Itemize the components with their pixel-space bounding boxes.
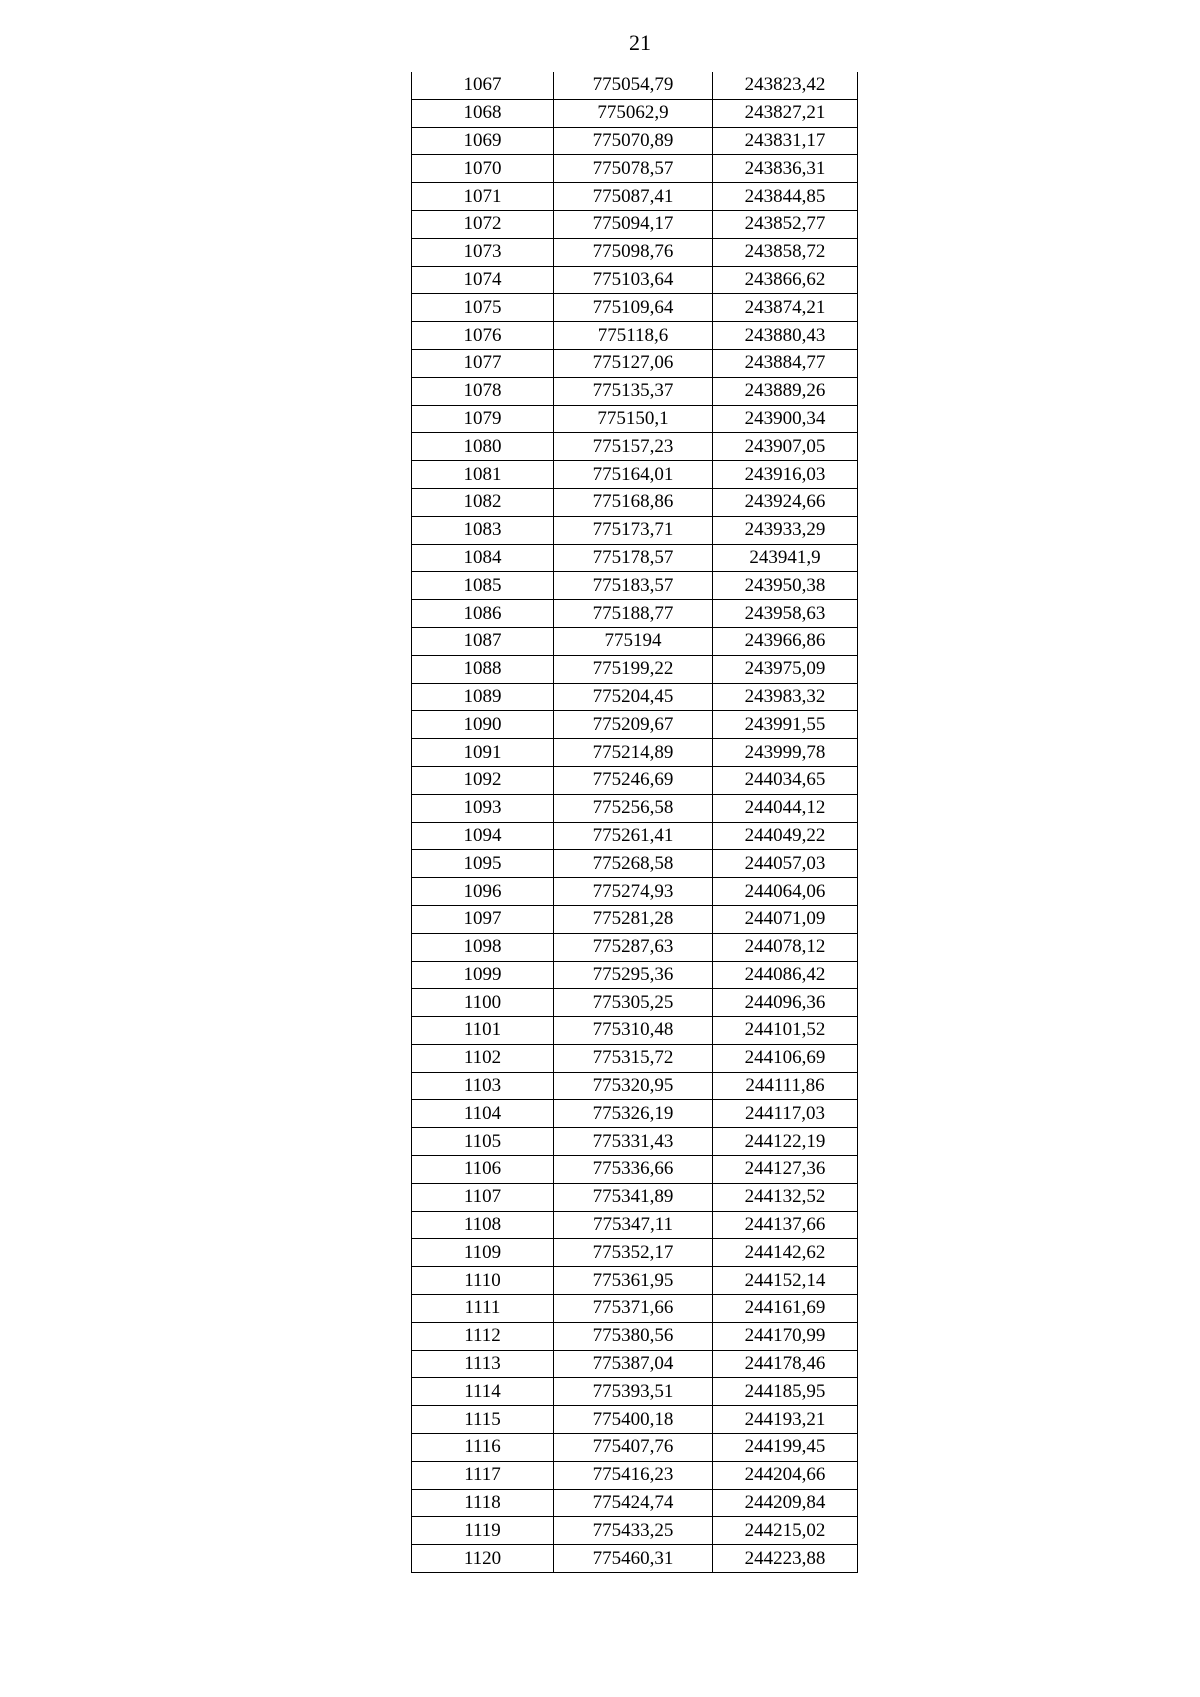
table-row — [412, 99, 858, 127]
table-row — [412, 905, 858, 933]
y-coordinate-cell: 243916,03 — [713, 461, 858, 489]
y-coordinate-cell: 244170,99 — [713, 1322, 858, 1350]
table-row — [412, 1017, 858, 1045]
table-row — [412, 711, 858, 739]
point-number-cell: 1102 — [412, 1044, 554, 1072]
x-coordinate-cell: 775070,89 — [554, 127, 713, 155]
y-coordinate-cell: 244034,65 — [713, 766, 858, 794]
x-coordinate-cell: 775173,71 — [554, 516, 713, 544]
point-number-cell: 1095 — [412, 850, 554, 878]
x-coordinate-cell: 775433,25 — [554, 1517, 713, 1545]
point-number-cell: 1113 — [412, 1350, 554, 1378]
table-row — [412, 1100, 858, 1128]
table-row — [412, 1461, 858, 1489]
table-row — [412, 933, 858, 961]
y-coordinate-cell: 244101,52 — [713, 1017, 858, 1045]
y-coordinate-cell: 244064,06 — [713, 878, 858, 906]
table-row — [412, 155, 858, 183]
x-coordinate-cell: 775188,77 — [554, 600, 713, 628]
table-row — [412, 266, 858, 294]
y-coordinate-cell: 243900,34 — [713, 405, 858, 433]
point-number-cell: 1104 — [412, 1100, 554, 1128]
point-number-cell: 1111 — [412, 1295, 554, 1323]
x-coordinate-cell: 775268,58 — [554, 850, 713, 878]
x-coordinate-cell: 775204,45 — [554, 683, 713, 711]
table-row — [412, 238, 858, 266]
y-coordinate-cell: 243836,31 — [713, 155, 858, 183]
x-coordinate-cell: 775054,79 — [554, 72, 713, 99]
point-number-cell: 1117 — [412, 1461, 554, 1489]
x-coordinate-cell: 775098,76 — [554, 238, 713, 266]
y-coordinate-cell: 244215,02 — [713, 1517, 858, 1545]
table-row — [412, 961, 858, 989]
table-row — [412, 1545, 858, 1573]
point-number-cell: 1085 — [412, 572, 554, 600]
y-coordinate-cell: 243991,55 — [713, 711, 858, 739]
table-row — [412, 627, 858, 655]
x-coordinate-cell: 775178,57 — [554, 544, 713, 572]
table-row — [412, 1434, 858, 1462]
point-number-cell: 1067 — [412, 72, 554, 99]
y-coordinate-cell: 243858,72 — [713, 238, 858, 266]
point-number-cell: 1091 — [412, 739, 554, 767]
x-coordinate-cell: 775341,89 — [554, 1183, 713, 1211]
point-number-cell: 1068 — [412, 99, 554, 127]
y-coordinate-cell: 243975,09 — [713, 655, 858, 683]
y-coordinate-cell: 243889,26 — [713, 377, 858, 405]
x-coordinate-cell: 775168,86 — [554, 488, 713, 516]
coordinates-table-container — [411, 72, 858, 1573]
y-coordinate-cell: 243924,66 — [713, 488, 858, 516]
table-row — [412, 1239, 858, 1267]
y-coordinate-cell: 244096,36 — [713, 989, 858, 1017]
point-number-cell: 1112 — [412, 1322, 554, 1350]
point-number-cell: 1076 — [412, 322, 554, 350]
y-coordinate-cell: 243907,05 — [713, 433, 858, 461]
point-number-cell: 1077 — [412, 349, 554, 377]
y-coordinate-cell: 243884,77 — [713, 349, 858, 377]
table-row — [412, 1267, 858, 1295]
y-coordinate-cell: 243844,85 — [713, 183, 858, 211]
x-coordinate-cell: 775246,69 — [554, 766, 713, 794]
table-row — [412, 127, 858, 155]
x-coordinate-cell: 775127,06 — [554, 349, 713, 377]
point-number-cell: 1115 — [412, 1406, 554, 1434]
y-coordinate-cell: 244178,46 — [713, 1350, 858, 1378]
x-coordinate-cell: 775331,43 — [554, 1128, 713, 1156]
x-coordinate-cell: 775109,64 — [554, 294, 713, 322]
point-number-cell: 1090 — [412, 711, 554, 739]
y-coordinate-cell: 244111,86 — [713, 1072, 858, 1100]
x-coordinate-cell: 775295,36 — [554, 961, 713, 989]
x-coordinate-cell: 775416,23 — [554, 1461, 713, 1489]
table-row — [412, 1156, 858, 1184]
point-number-cell: 1070 — [412, 155, 554, 183]
x-coordinate-cell: 775256,58 — [554, 794, 713, 822]
x-coordinate-cell: 775326,19 — [554, 1100, 713, 1128]
y-coordinate-cell: 244142,62 — [713, 1239, 858, 1267]
table-row — [412, 488, 858, 516]
y-coordinate-cell: 244122,19 — [713, 1128, 858, 1156]
y-coordinate-cell: 243966,86 — [713, 627, 858, 655]
point-number-cell: 1106 — [412, 1156, 554, 1184]
point-number-cell: 1097 — [412, 905, 554, 933]
point-number-cell: 1096 — [412, 878, 554, 906]
y-coordinate-cell: 243983,32 — [713, 683, 858, 711]
table-row — [412, 739, 858, 767]
y-coordinate-cell: 243880,43 — [713, 322, 858, 350]
x-coordinate-cell: 775118,6 — [554, 322, 713, 350]
y-coordinate-cell: 244044,12 — [713, 794, 858, 822]
y-coordinate-cell: 244127,36 — [713, 1156, 858, 1184]
table-row — [412, 572, 858, 600]
y-coordinate-cell: 243941,9 — [713, 544, 858, 572]
x-coordinate-cell: 775347,11 — [554, 1211, 713, 1239]
x-coordinate-cell: 775387,04 — [554, 1350, 713, 1378]
point-number-cell: 1092 — [412, 766, 554, 794]
point-number-cell: 1119 — [412, 1517, 554, 1545]
table-row — [412, 1322, 858, 1350]
table-row — [412, 1211, 858, 1239]
y-coordinate-cell: 243950,38 — [713, 572, 858, 600]
table-row — [412, 461, 858, 489]
point-number-cell: 1116 — [412, 1434, 554, 1462]
x-coordinate-cell: 775261,41 — [554, 822, 713, 850]
x-coordinate-cell: 775336,66 — [554, 1156, 713, 1184]
table-row — [412, 655, 858, 683]
coordinates-table — [411, 72, 858, 1573]
x-coordinate-cell: 775157,23 — [554, 433, 713, 461]
y-coordinate-cell: 244152,14 — [713, 1267, 858, 1295]
point-number-cell: 1071 — [412, 183, 554, 211]
table-row — [412, 183, 858, 211]
x-coordinate-cell: 775194 — [554, 627, 713, 655]
y-coordinate-cell: 243999,78 — [713, 739, 858, 767]
table-row — [412, 72, 858, 99]
point-number-cell: 1082 — [412, 488, 554, 516]
page-number: 21 — [629, 30, 651, 55]
y-coordinate-cell: 243958,63 — [713, 600, 858, 628]
table-row — [412, 433, 858, 461]
y-coordinate-cell: 244193,21 — [713, 1406, 858, 1434]
point-number-cell: 1103 — [412, 1072, 554, 1100]
table-row — [412, 1378, 858, 1406]
y-coordinate-cell: 244117,03 — [713, 1100, 858, 1128]
x-coordinate-cell: 775460,31 — [554, 1545, 713, 1573]
x-coordinate-cell: 775371,66 — [554, 1295, 713, 1323]
y-coordinate-cell: 244204,66 — [713, 1461, 858, 1489]
y-coordinate-cell: 244086,42 — [713, 961, 858, 989]
point-number-cell: 1078 — [412, 377, 554, 405]
point-number-cell: 1073 — [412, 238, 554, 266]
point-number-cell: 1084 — [412, 544, 554, 572]
point-number-cell: 1080 — [412, 433, 554, 461]
table-row — [412, 989, 858, 1017]
x-coordinate-cell: 775199,22 — [554, 655, 713, 683]
x-coordinate-cell: 775380,56 — [554, 1322, 713, 1350]
x-coordinate-cell: 775164,01 — [554, 461, 713, 489]
table-row — [412, 1183, 858, 1211]
x-coordinate-cell: 775150,1 — [554, 405, 713, 433]
table-row — [412, 349, 858, 377]
y-coordinate-cell: 243933,29 — [713, 516, 858, 544]
table-row — [412, 1295, 858, 1323]
point-number-cell: 1075 — [412, 294, 554, 322]
table-row — [412, 377, 858, 405]
point-number-cell: 1098 — [412, 933, 554, 961]
table-row — [412, 1128, 858, 1156]
x-coordinate-cell: 775393,51 — [554, 1378, 713, 1406]
point-number-cell: 1099 — [412, 961, 554, 989]
point-number-cell: 1072 — [412, 210, 554, 238]
point-number-cell: 1109 — [412, 1239, 554, 1267]
point-number-cell: 1081 — [412, 461, 554, 489]
table-row — [412, 1072, 858, 1100]
point-number-cell: 1101 — [412, 1017, 554, 1045]
table-row — [412, 405, 858, 433]
table-row — [412, 210, 858, 238]
coordinates-table-body — [412, 72, 858, 1573]
y-coordinate-cell: 243831,17 — [713, 127, 858, 155]
x-coordinate-cell: 775062,9 — [554, 99, 713, 127]
table-row — [412, 1517, 858, 1545]
y-coordinate-cell: 243827,21 — [713, 99, 858, 127]
y-coordinate-cell: 244137,66 — [713, 1211, 858, 1239]
table-row — [412, 683, 858, 711]
x-coordinate-cell: 775361,95 — [554, 1267, 713, 1295]
point-number-cell: 1108 — [412, 1211, 554, 1239]
x-coordinate-cell: 775078,57 — [554, 155, 713, 183]
x-coordinate-cell: 775305,25 — [554, 989, 713, 1017]
point-number-cell: 1100 — [412, 989, 554, 1017]
y-coordinate-cell: 244071,09 — [713, 905, 858, 933]
x-coordinate-cell: 775274,93 — [554, 878, 713, 906]
point-number-cell: 1093 — [412, 794, 554, 822]
point-number-cell: 1087 — [412, 627, 554, 655]
x-coordinate-cell: 775320,95 — [554, 1072, 713, 1100]
point-number-cell: 1120 — [412, 1545, 554, 1573]
x-coordinate-cell: 775287,63 — [554, 933, 713, 961]
x-coordinate-cell: 775209,67 — [554, 711, 713, 739]
x-coordinate-cell: 775315,72 — [554, 1044, 713, 1072]
x-coordinate-cell: 775087,41 — [554, 183, 713, 211]
table-row — [412, 1489, 858, 1517]
y-coordinate-cell: 244161,69 — [713, 1295, 858, 1323]
point-number-cell: 1114 — [412, 1378, 554, 1406]
point-number-cell: 1086 — [412, 600, 554, 628]
y-coordinate-cell: 244078,12 — [713, 933, 858, 961]
y-coordinate-cell: 244057,03 — [713, 850, 858, 878]
table-row — [412, 544, 858, 572]
table-row — [412, 1406, 858, 1434]
x-coordinate-cell: 775352,17 — [554, 1239, 713, 1267]
y-coordinate-cell: 243823,42 — [713, 72, 858, 99]
x-coordinate-cell: 775094,17 — [554, 210, 713, 238]
point-number-cell: 1089 — [412, 683, 554, 711]
x-coordinate-cell: 775281,28 — [554, 905, 713, 933]
x-coordinate-cell: 775135,37 — [554, 377, 713, 405]
x-coordinate-cell: 775214,89 — [554, 739, 713, 767]
table-row — [412, 1044, 858, 1072]
y-coordinate-cell: 244223,88 — [713, 1545, 858, 1573]
table-row — [412, 516, 858, 544]
y-coordinate-cell: 244049,22 — [713, 822, 858, 850]
table-row — [412, 794, 858, 822]
point-number-cell: 1105 — [412, 1128, 554, 1156]
point-number-cell: 1088 — [412, 655, 554, 683]
x-coordinate-cell: 775400,18 — [554, 1406, 713, 1434]
point-number-cell: 1069 — [412, 127, 554, 155]
point-number-cell: 1074 — [412, 266, 554, 294]
y-coordinate-cell: 243874,21 — [713, 294, 858, 322]
y-coordinate-cell: 244209,84 — [713, 1489, 858, 1517]
table-row — [412, 294, 858, 322]
y-coordinate-cell: 244185,95 — [713, 1378, 858, 1406]
table-row — [412, 1350, 858, 1378]
point-number-cell: 1118 — [412, 1489, 554, 1517]
y-coordinate-cell: 243852,77 — [713, 210, 858, 238]
x-coordinate-cell: 775183,57 — [554, 572, 713, 600]
point-number-cell: 1107 — [412, 1183, 554, 1211]
table-row — [412, 322, 858, 350]
point-number-cell: 1083 — [412, 516, 554, 544]
y-coordinate-cell: 244132,52 — [713, 1183, 858, 1211]
table-row — [412, 766, 858, 794]
point-number-cell: 1110 — [412, 1267, 554, 1295]
y-coordinate-cell: 243866,62 — [713, 266, 858, 294]
table-row — [412, 850, 858, 878]
x-coordinate-cell: 775407,76 — [554, 1434, 713, 1462]
point-number-cell: 1079 — [412, 405, 554, 433]
y-coordinate-cell: 244199,45 — [713, 1434, 858, 1462]
x-coordinate-cell: 775310,48 — [554, 1017, 713, 1045]
x-coordinate-cell: 775424,74 — [554, 1489, 713, 1517]
point-number-cell: 1094 — [412, 822, 554, 850]
table-row — [412, 878, 858, 906]
table-row — [412, 600, 858, 628]
y-coordinate-cell: 244106,69 — [713, 1044, 858, 1072]
x-coordinate-cell: 775103,64 — [554, 266, 713, 294]
table-row — [412, 822, 858, 850]
